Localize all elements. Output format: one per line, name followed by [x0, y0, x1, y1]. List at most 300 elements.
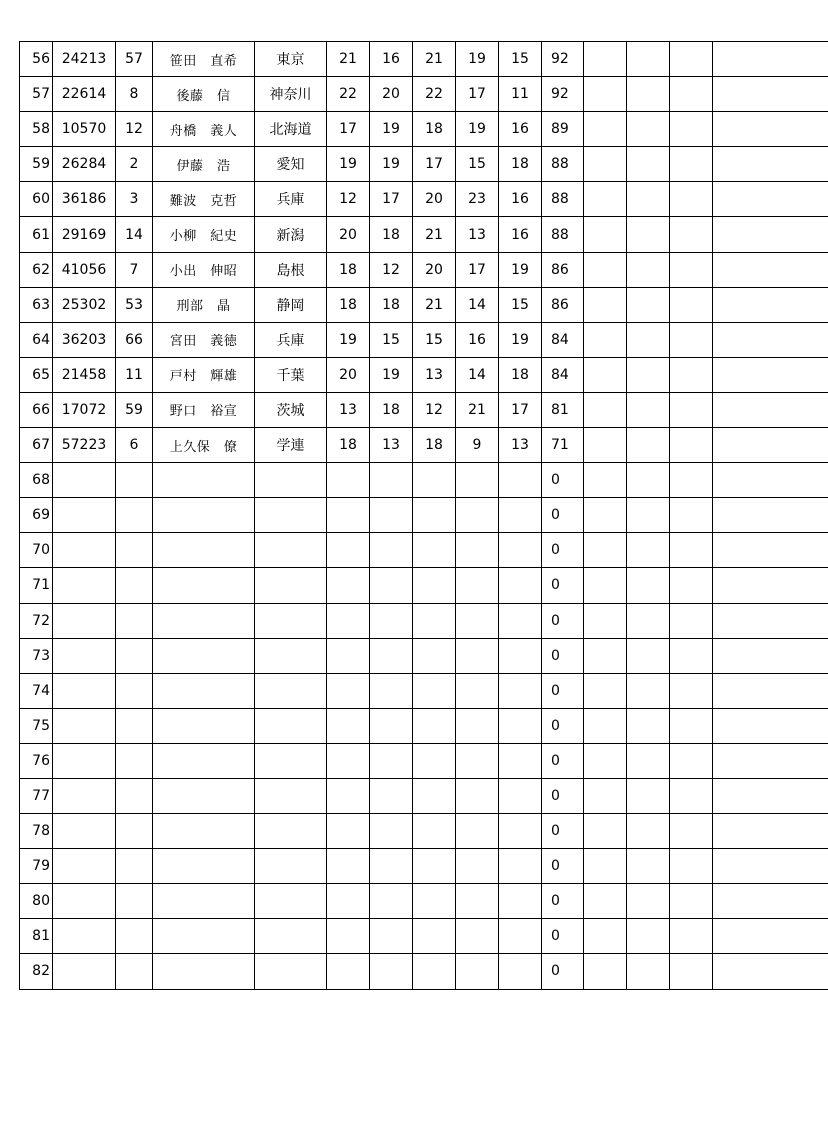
cell-blank [670, 112, 713, 147]
cell-s3 [413, 884, 456, 919]
cell-pref: 北海道 [255, 112, 327, 147]
cell-s4 [456, 743, 499, 778]
cell-blank [713, 252, 828, 287]
cell-blank [670, 954, 713, 989]
cell-blank [584, 392, 627, 427]
cell-blank [627, 778, 670, 813]
table-row [20, 392, 828, 427]
cell-s5 [499, 463, 542, 498]
cell-name: 戸村 輝雄 [153, 357, 255, 392]
cell-no [116, 954, 153, 989]
cell-id [53, 603, 116, 638]
cell-blank [627, 743, 670, 778]
cell-total: 0 [542, 814, 584, 849]
cell-rank: 57 [20, 77, 53, 112]
cell-pref [255, 884, 327, 919]
cell-total: 0 [542, 533, 584, 568]
cell-no [116, 568, 153, 603]
cell-total: 0 [542, 884, 584, 919]
cell-s3 [413, 603, 456, 638]
cell-blank [713, 638, 828, 673]
cell-s5 [499, 533, 542, 568]
cell-blank [584, 428, 627, 463]
cell-no [116, 778, 153, 813]
cell-blank [713, 357, 828, 392]
cell-blank [713, 778, 828, 813]
cell-blank [627, 42, 670, 77]
cell-rank: 73 [20, 638, 53, 673]
cell-s1 [327, 533, 370, 568]
cell-no: 66 [116, 322, 153, 357]
cell-s4: 23 [456, 182, 499, 217]
cell-id [53, 954, 116, 989]
cell-blank [670, 357, 713, 392]
cell-s5: 15 [499, 287, 542, 322]
cell-pref [255, 498, 327, 533]
cell-s5: 16 [499, 112, 542, 147]
table-row [20, 673, 828, 708]
table-row [20, 743, 828, 778]
cell-total: 0 [542, 568, 584, 603]
cell-s3 [413, 778, 456, 813]
cell-s2 [370, 568, 413, 603]
cell-blank [713, 603, 828, 638]
cell-no [116, 919, 153, 954]
cell-blank [713, 884, 828, 919]
cell-s5: 17 [499, 392, 542, 427]
cell-s5 [499, 638, 542, 673]
cell-pref [255, 638, 327, 673]
cell-pref: 茨城 [255, 392, 327, 427]
cell-blank [584, 778, 627, 813]
table-row [20, 463, 828, 498]
cell-s3: 18 [413, 428, 456, 463]
cell-s2: 15 [370, 322, 413, 357]
cell-s2: 19 [370, 112, 413, 147]
cell-total: 88 [542, 182, 584, 217]
cell-s1 [327, 814, 370, 849]
cell-pref [255, 954, 327, 989]
cell-blank [627, 954, 670, 989]
cell-blank [627, 112, 670, 147]
cell-id: 29169 [53, 217, 116, 252]
cell-s1 [327, 778, 370, 813]
table-row [20, 357, 828, 392]
cell-total: 0 [542, 954, 584, 989]
cell-s2 [370, 673, 413, 708]
cell-rank: 66 [20, 392, 53, 427]
cell-s4: 9 [456, 428, 499, 463]
cell-blank [584, 673, 627, 708]
cell-pref: 東京 [255, 42, 327, 77]
cell-no: 6 [116, 428, 153, 463]
cell-s5: 18 [499, 147, 542, 182]
cell-blank [713, 322, 828, 357]
cell-s2: 19 [370, 357, 413, 392]
cell-rank: 69 [20, 498, 53, 533]
cell-blank [627, 638, 670, 673]
cell-no: 8 [116, 77, 153, 112]
cell-rank: 79 [20, 849, 53, 884]
table-row [20, 778, 828, 813]
cell-s3: 21 [413, 42, 456, 77]
cell-blank [584, 814, 627, 849]
cell-pref [255, 814, 327, 849]
cell-rank: 70 [20, 533, 53, 568]
cell-rank: 82 [20, 954, 53, 989]
cell-id: 57223 [53, 428, 116, 463]
cell-s1: 18 [327, 287, 370, 322]
cell-s2 [370, 849, 413, 884]
cell-name: 伊藤 浩 [153, 147, 255, 182]
cell-id [53, 498, 116, 533]
cell-rank: 63 [20, 287, 53, 322]
cell-id [53, 638, 116, 673]
cell-s3 [413, 743, 456, 778]
cell-pref [255, 743, 327, 778]
cell-rank: 61 [20, 217, 53, 252]
cell-s5 [499, 603, 542, 638]
cell-s2 [370, 463, 413, 498]
cell-pref [255, 568, 327, 603]
cell-total: 86 [542, 287, 584, 322]
results-table-body [20, 42, 828, 990]
cell-blank [670, 814, 713, 849]
table-row [20, 568, 828, 603]
cell-blank [713, 673, 828, 708]
cell-blank [670, 638, 713, 673]
cell-name [153, 778, 255, 813]
cell-no: 7 [116, 252, 153, 287]
cell-no [116, 638, 153, 673]
cell-s5 [499, 673, 542, 708]
cell-pref: 兵庫 [255, 322, 327, 357]
cell-blank [670, 463, 713, 498]
cell-id [53, 743, 116, 778]
cell-name [153, 884, 255, 919]
cell-s3: 21 [413, 217, 456, 252]
cell-id: 36186 [53, 182, 116, 217]
cell-pref: 新潟 [255, 217, 327, 252]
cell-s4 [456, 884, 499, 919]
cell-s3 [413, 814, 456, 849]
cell-total: 84 [542, 357, 584, 392]
cell-s2 [370, 603, 413, 638]
cell-s1 [327, 638, 370, 673]
cell-rank: 75 [20, 708, 53, 743]
cell-total: 0 [542, 849, 584, 884]
cell-s3: 13 [413, 357, 456, 392]
cell-blank [670, 849, 713, 884]
cell-rank: 60 [20, 182, 53, 217]
cell-s1 [327, 673, 370, 708]
cell-s5 [499, 743, 542, 778]
cell-blank [584, 603, 627, 638]
cell-blank [584, 568, 627, 603]
cell-id: 25302 [53, 287, 116, 322]
cell-blank [627, 147, 670, 182]
cell-blank [627, 77, 670, 112]
cell-rank: 71 [20, 568, 53, 603]
cell-s4 [456, 673, 499, 708]
cell-blank [584, 252, 627, 287]
cell-rank: 68 [20, 463, 53, 498]
cell-no [116, 533, 153, 568]
cell-no [116, 463, 153, 498]
cell-blank [584, 708, 627, 743]
cell-blank [584, 217, 627, 252]
cell-s2 [370, 778, 413, 813]
cell-blank [670, 287, 713, 322]
cell-s5 [499, 708, 542, 743]
cell-pref: 学連 [255, 428, 327, 463]
cell-blank [670, 147, 713, 182]
cell-rank: 74 [20, 673, 53, 708]
cell-s2: 20 [370, 77, 413, 112]
cell-blank [670, 708, 713, 743]
cell-pref: 愛知 [255, 147, 327, 182]
cell-s5 [499, 498, 542, 533]
cell-blank [670, 252, 713, 287]
cell-s5: 16 [499, 217, 542, 252]
cell-s2 [370, 638, 413, 673]
cell-total: 0 [542, 708, 584, 743]
cell-name [153, 533, 255, 568]
cell-s4: 16 [456, 322, 499, 357]
cell-blank [627, 603, 670, 638]
cell-blank [670, 392, 713, 427]
table-row [20, 708, 828, 743]
cell-pref: 静岡 [255, 287, 327, 322]
cell-pref [255, 463, 327, 498]
cell-name [153, 954, 255, 989]
cell-blank [713, 568, 828, 603]
cell-id: 36203 [53, 322, 116, 357]
cell-s4 [456, 954, 499, 989]
cell-s2: 18 [370, 287, 413, 322]
cell-s1 [327, 708, 370, 743]
cell-blank [627, 217, 670, 252]
cell-s1: 17 [327, 112, 370, 147]
cell-s4 [456, 498, 499, 533]
cell-blank [713, 814, 828, 849]
table-row [20, 112, 828, 147]
cell-no [116, 498, 153, 533]
cell-s3 [413, 463, 456, 498]
cell-pref [255, 533, 327, 568]
cell-s3: 15 [413, 322, 456, 357]
cell-blank [627, 814, 670, 849]
cell-s2 [370, 954, 413, 989]
cell-id: 10570 [53, 112, 116, 147]
cell-blank [627, 357, 670, 392]
cell-rank: 67 [20, 428, 53, 463]
cell-blank [670, 428, 713, 463]
cell-id: 26284 [53, 147, 116, 182]
cell-pref [255, 708, 327, 743]
cell-s3: 22 [413, 77, 456, 112]
cell-blank [584, 357, 627, 392]
cell-s5 [499, 814, 542, 849]
cell-blank [627, 673, 670, 708]
cell-rank: 56 [20, 42, 53, 77]
cell-blank [584, 42, 627, 77]
cell-no [116, 603, 153, 638]
cell-pref: 島根 [255, 252, 327, 287]
cell-s1: 19 [327, 147, 370, 182]
cell-s2 [370, 743, 413, 778]
cell-rank: 62 [20, 252, 53, 287]
cell-blank [627, 182, 670, 217]
cell-blank [713, 463, 828, 498]
cell-name [153, 603, 255, 638]
cell-name: 野口 裕宣 [153, 392, 255, 427]
cell-s3 [413, 849, 456, 884]
cell-id [53, 919, 116, 954]
cell-s1: 19 [327, 322, 370, 357]
cell-rank: 59 [20, 147, 53, 182]
cell-blank [584, 743, 627, 778]
cell-blank [713, 498, 828, 533]
cell-s3 [413, 638, 456, 673]
cell-no: 2 [116, 147, 153, 182]
cell-blank [713, 147, 828, 182]
cell-pref [255, 673, 327, 708]
cell-name [153, 849, 255, 884]
table-row [20, 77, 828, 112]
cell-s1: 18 [327, 428, 370, 463]
cell-blank [713, 708, 828, 743]
table-row [20, 42, 828, 77]
cell-name [153, 568, 255, 603]
table-row [20, 217, 828, 252]
cell-rank: 80 [20, 884, 53, 919]
cell-name [153, 463, 255, 498]
cell-s4: 15 [456, 147, 499, 182]
cell-s1 [327, 498, 370, 533]
cell-s5: 15 [499, 42, 542, 77]
cell-name [153, 814, 255, 849]
cell-blank [584, 884, 627, 919]
cell-total: 0 [542, 743, 584, 778]
cell-no [116, 708, 153, 743]
cell-blank [670, 919, 713, 954]
cell-no [116, 673, 153, 708]
cell-s2 [370, 498, 413, 533]
table-row [20, 919, 828, 954]
cell-total: 86 [542, 252, 584, 287]
cell-s4 [456, 603, 499, 638]
cell-s3: 20 [413, 182, 456, 217]
cell-blank [713, 182, 828, 217]
table-row [20, 814, 828, 849]
table-row [20, 322, 828, 357]
cell-s1 [327, 463, 370, 498]
cell-blank [627, 428, 670, 463]
cell-s4: 17 [456, 77, 499, 112]
cell-blank [670, 568, 713, 603]
cell-s1: 13 [327, 392, 370, 427]
table-row [20, 954, 828, 989]
cell-s4 [456, 638, 499, 673]
cell-blank [713, 392, 828, 427]
cell-blank [627, 287, 670, 322]
cell-s5: 13 [499, 428, 542, 463]
cell-s5: 19 [499, 322, 542, 357]
cell-blank [584, 533, 627, 568]
cell-s4 [456, 708, 499, 743]
cell-s1: 21 [327, 42, 370, 77]
cell-blank [627, 463, 670, 498]
cell-id [53, 814, 116, 849]
cell-blank [584, 919, 627, 954]
cell-blank [584, 498, 627, 533]
cell-id [53, 533, 116, 568]
cell-blank [713, 42, 828, 77]
cell-id: 22614 [53, 77, 116, 112]
cell-blank [584, 77, 627, 112]
cell-no: 59 [116, 392, 153, 427]
cell-total: 0 [542, 638, 584, 673]
cell-rank: 81 [20, 919, 53, 954]
cell-s3 [413, 673, 456, 708]
cell-pref [255, 919, 327, 954]
cell-s3: 21 [413, 287, 456, 322]
cell-total: 92 [542, 42, 584, 77]
cell-s5 [499, 954, 542, 989]
cell-name: 難波 克哲 [153, 182, 255, 217]
cell-name: 舟橋 義人 [153, 112, 255, 147]
cell-pref [255, 603, 327, 638]
cell-rank: 78 [20, 814, 53, 849]
cell-s2 [370, 814, 413, 849]
cell-s4: 21 [456, 392, 499, 427]
table-row [20, 498, 828, 533]
cell-blank [584, 322, 627, 357]
cell-blank [713, 954, 828, 989]
cell-blank [713, 428, 828, 463]
cell-blank [670, 77, 713, 112]
cell-s4: 13 [456, 217, 499, 252]
cell-pref [255, 778, 327, 813]
cell-name: 小出 伸昭 [153, 252, 255, 287]
cell-rank: 77 [20, 778, 53, 813]
cell-total: 88 [542, 217, 584, 252]
cell-name [153, 708, 255, 743]
cell-name: 後藤 信 [153, 77, 255, 112]
cell-blank [584, 287, 627, 322]
cell-s3: 17 [413, 147, 456, 182]
cell-s2 [370, 533, 413, 568]
cell-blank [584, 849, 627, 884]
table-row [20, 252, 828, 287]
cell-s1 [327, 919, 370, 954]
cell-name: 刑部 晶 [153, 287, 255, 322]
cell-blank [670, 322, 713, 357]
cell-blank [713, 77, 828, 112]
cell-blank [670, 217, 713, 252]
cell-id [53, 673, 116, 708]
cell-blank [670, 182, 713, 217]
cell-rank: 64 [20, 322, 53, 357]
cell-rank: 72 [20, 603, 53, 638]
cell-name: 小柳 紀史 [153, 217, 255, 252]
cell-no [116, 849, 153, 884]
table-row [20, 603, 828, 638]
cell-blank [670, 743, 713, 778]
cell-no: 11 [116, 357, 153, 392]
cell-name: 上久保 僚 [153, 428, 255, 463]
